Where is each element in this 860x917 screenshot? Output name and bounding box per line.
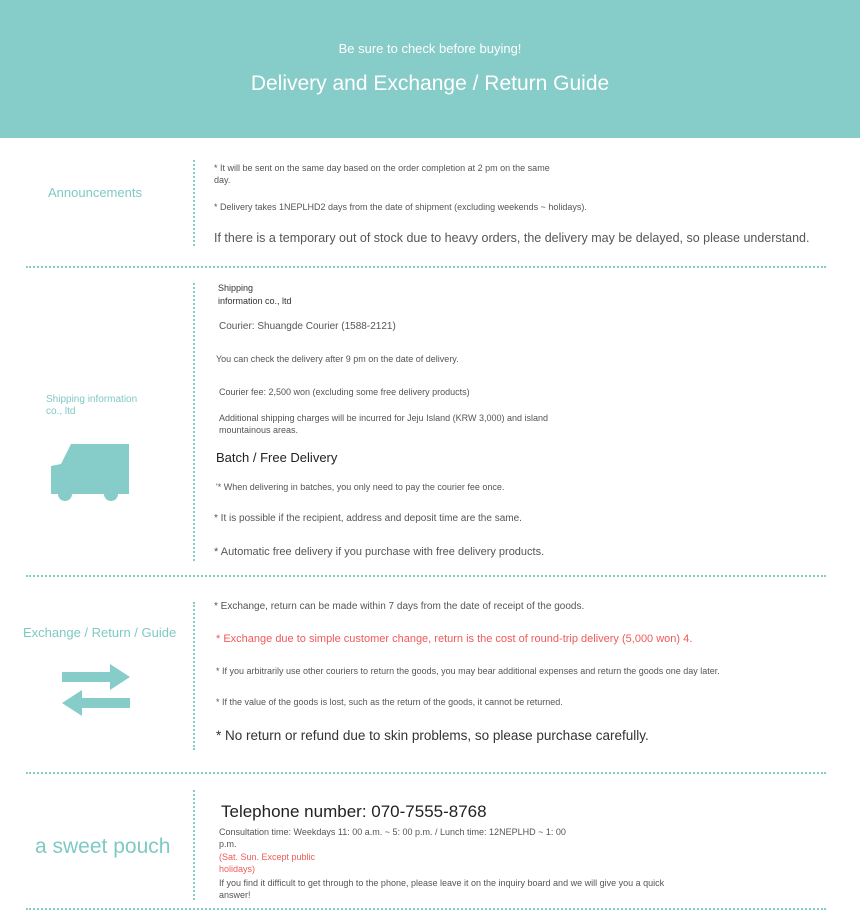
truck-icon [49,444,131,507]
exchange-line-5: * No return or refund due to skin problems, so please purchase carefully. [216,728,649,743]
exchange-line-4: * If the value of the goods is lost, such as the return of the goods, it cannot be returned. [216,697,563,707]
shipping-fee: Courier fee: 2,500 won (excluding some free delivery products) [219,387,470,397]
section-divider [26,772,826,774]
announcement-line-3: If there is a temporary out of stock due to heavy orders, the delivery may be delayed, so please understand. [214,231,810,245]
header-title: Delivery and Exchange / Return Guide [250,72,610,95]
shipping-courier: Courier: Shuangde Courier (1588-2121) [219,321,396,332]
guide-header [0,0,860,138]
announcements-label: Announcements [48,185,142,200]
shipping-label: Shipping information co., ltd [46,394,138,417]
header-subtitle: Be sure to check before buying! [338,41,522,56]
section-divider-vertical [193,160,195,246]
section-divider-vertical [193,790,195,900]
batch-line-3: * Automatic free delivery if you purchase with free delivery products. [214,546,545,558]
section-divider [26,575,826,577]
section-divider-vertical [193,602,195,750]
section-divider-vertical [193,283,195,561]
exchange-line-1: * Exchange, return can be made within 7 days from the date of receipt of the goods. [214,601,585,612]
exchange-line-2: * Exchange due to simple customer change, return is the cost of round-trip delivery (5,000 won) 4. [216,633,693,645]
consultation-hours: Consultation time: Weekdays 11: 00 a.m. ~ 5: 00 p.m. / Lunch time: 12NEPLHD ~ 1: 00 p.m. [219,827,566,849]
shipping-additional: Additional shipping charges will be incurred for Jeju Island (KRW 3,000) and island mountainous areas. [219,413,549,435]
holiday-exception: (Sat. Sun. Except public holidays) [219,852,316,874]
shipping-company: Shipping information co., ltd [218,283,292,306]
section-divider [26,908,826,910]
shipping-check-note: You can check the delivery after 9 pm on the date of delivery. [216,354,459,364]
batch-delivery-title: Batch / Free Delivery [216,450,338,465]
exchange-line-3: * If you arbitrarily use other couriers to return the goods, you may bear additional expenses and return the goods one day later. [216,666,720,676]
exchange-arrows-icon [60,662,132,723]
section-divider [26,266,826,268]
contact-note: If you find it difficult to get through to the phone, please leave it on the inquiry board and we will give you a quick answer! [219,878,665,900]
batch-line-2: * It is possible if the recipient, address and deposit time are the same. [214,513,522,524]
announcement-line-2: * Delivery takes 1NEPLHD2 days from the date of shipment (excluding weekends ~ holidays). [214,202,587,212]
announcement-line-1: * It will be sent on the same day based on the order completion at 2 pm on the same day. [214,163,550,185]
batch-line-1: '* When delivering in batches, you only need to pay the courier fee once. [216,482,505,492]
telephone-number: Telephone number: 070-7555-8768 [221,802,487,821]
brand-label: a sweet pouch [35,835,171,858]
exchange-label: Exchange / Return / Guide [23,625,177,640]
